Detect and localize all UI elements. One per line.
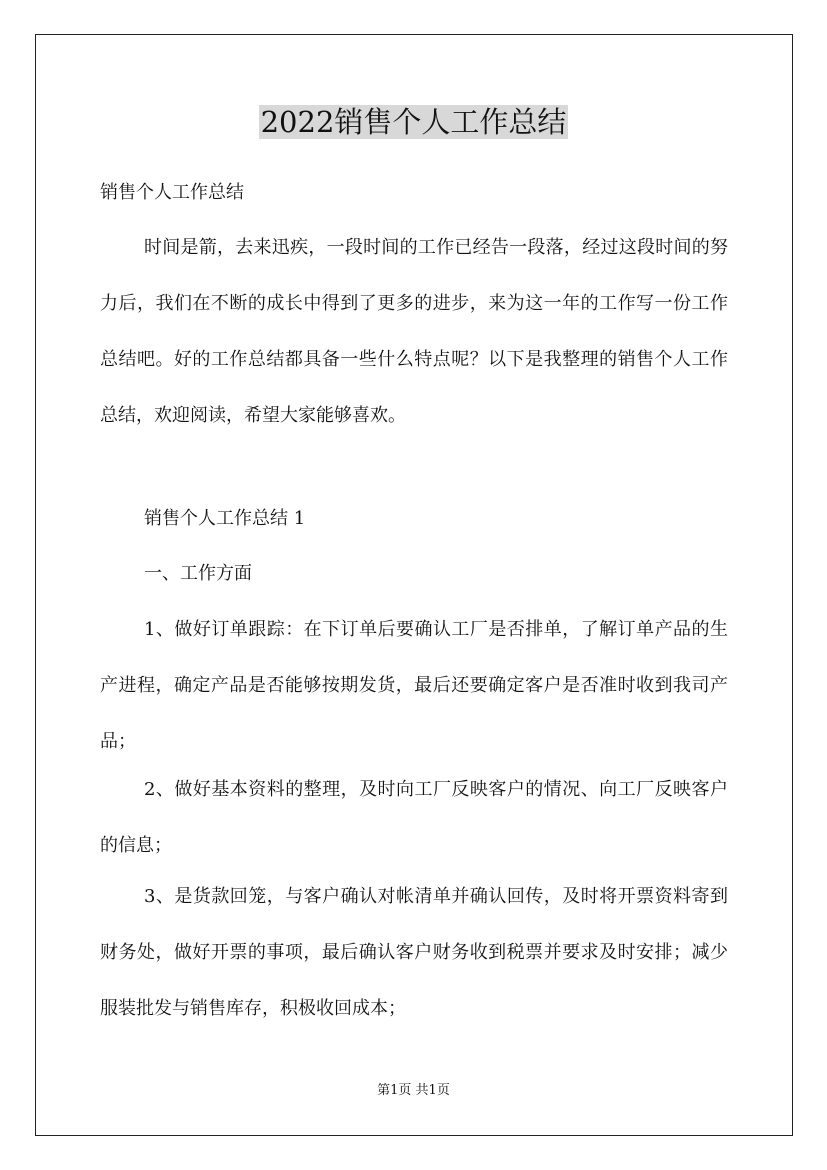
section-heading: 销售个人工作总结 1 — [144, 508, 306, 529]
document-subtitle: 销售个人工作总结 — [100, 182, 244, 203]
document-title — [0, 100, 827, 144]
page-footer: 第1页 共1页 — [377, 1083, 450, 1098]
list-item: 3、是货款回笼，与客户确认对帐清单并确认回传，及时将开票资料寄到财务处，做好开票的事项，最后确认客户财务收到税票并要求及时安排；减少服装批发与销售库存，积极收回成本； — [100, 886, 728, 1019]
subsection-heading: 一、工作方面 — [144, 563, 252, 584]
intro-paragraph: 时间是箭，去来迅疾，一段时间的工作已经告一段落，经过这段时间的努力后，我们在不断的成长中得到了更多的进步，来为这一年的工作写一份工作总结吧。好的工作总结都具备一些什么特点呢？以下是我整理的销售个人工作总结，欢迎阅读，希望大家能够喜欢。 — [100, 237, 728, 426]
list-item: 1、做好订单跟踪：在下订单后要确认工厂是否排单，了解订单产品的生产进程，确定产品是否能够按期发货，最后还要确定客户是否准时收到我司产品； — [100, 619, 728, 752]
document-title-text: 2022销售个人工作总结 — [260, 105, 567, 139]
list-item: 2、做好基本资料的整理，及时向工厂反映客户的情况、向工厂反映客户的信息； — [100, 779, 728, 856]
